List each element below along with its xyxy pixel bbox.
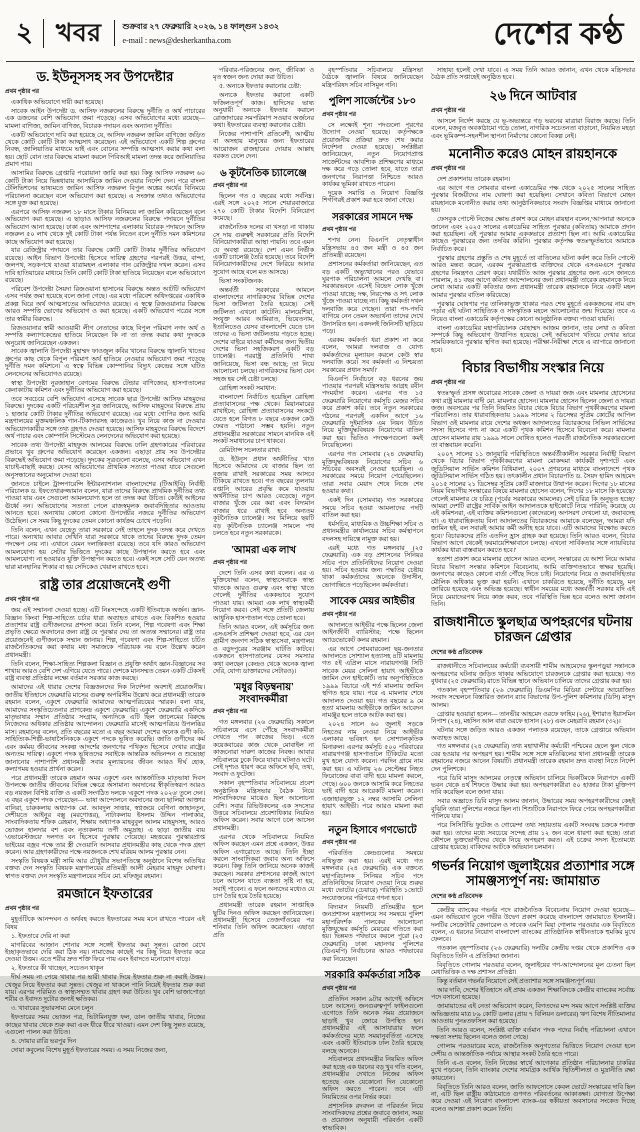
story-paragraph: ২. ইফতারে কী খাচ্ছেন, সচেতন থাকুন bbox=[11, 965, 104, 973]
story-paragraph: পুরস্কার গ্রহণের প্রস্তুতি ও শেষ মুহূর্তে তা বাতিলের ঘটনা কর্কশ করে তিনি পোস্টে আরও মন্তব্য করেন, এরকম পুরস্কারপ্রাপ্ত ব্যক্তিদের থেকে এসএমএসে পুরস্কার গ্রহণের নিমন্ত্রণও প্রেরণ করে। যথারীতি আজ পুরস্কার গ্রহণের জন্য এসে জানতে পারলাম, ৪১ বছর আগে কবিতা আন্দোলনের জন্য প্রধানমন্ত্রী তারেক রহমানকে নিয়ে লেখা আমার একটি কবিতার জন্য প্রধানমন্ত্রী তারেক রহমানকে নিয়ে একটি মহল আমার পুরস্কার বাতিল করিয়েছে। bbox=[431, 254, 635, 299]
continued-from-label: প্রথম পৃষ্ঠার পর bbox=[5, 906, 39, 913]
story-3-2 bbox=[322, 96, 423, 205]
story-4-4 bbox=[431, 361, 635, 608]
story-paragraph: পরে প্রধানমন্ত্রী তারেক রহমান অমর একুশে এবং আন্তর্জাতিক মাতৃভাষা দিবস উপলক্ষে জাতীয় জীবনের বিভিন্ন ক্ষেত্রে অসামান্য অবদানের স্বীকৃতিস্বরূপ আরও বড় নয়জন বিশিষ্ট ব্যক্তি ও একটি সংগঠিত দলকে 'একুশে পদক ২০২৬' তুলে দেন। এ বছর একুশে পদক পেয়েছেন— ভাষা আন্দোলনে অবদানের জন্য ছালিয়া আক্তার বানিরা, চারুকলায় অধ্যাপক মো. আবদুল সাত্তার, স্বপ্নজয়ে বেগিনা জাহানতুন, দেশীয়তে আইনুর বক্সু (মরণোত্তর), নাট্যকলায় ইসলাম উদ্দিন পালাকার, সাংবাদিকতায় শফিক রেহমান, শিক্ষায় অধ্যাপক মাহবুবুল আলম মাহমুদসহ, আরও ভোজন হালদার বশ এবং নৃত্যকলায় তর্পী অমুদ্রাহ। এ ছাড়া জাতীয় ব্যয় 'এভারেস্টজয়ে' দলগত বন হিসেবে পুরস্কার পেয়েছে। মহত্তরের পুরস্কারপ্রাপ্ত ভাইয়ের বজ্রব পক্ষে তার স্ত্রী দেওয়ানি আসবার প্রধানমন্ত্রীর কাছ থেকে পদক গ্রহণ করেন। আর গ্রহণকারীদের পক্ষে নয়জনকে শেখ মরিয়ম আলম পুরস্কার নেন। bbox=[5, 774, 205, 857]
story-paragraph: ২০২৪ সালে ৬০ জুলাই সড়কে নিহতের নাম নেওয়া নিয়ে আইভীর এলাকার ভবিষ্যৎ হন সোশ্যালকৃতিক মিনারুল। এরপর কর্মসূচি ৫০০ পরিবারের নারায়ণগঞ্জ হাসপাতালে টিকিটের মতো মুখ হলে যোগ্য করেন। পরদিন গ্রামে নাম করা হয়। এ ঘটনায় ২৬ সেপ্টেম্বর নিহত ফিরোজের বাবা বাদী হয়ে মামলা করলে, গেছে। ৬০০ জনকে আসামি করে নিহতের ভাই বাদী হয়ে আরেকটি মামলা করেন। এজাহারভুক্ত ১২ নম্বর আসামি সেলিনা হায়াৎ আইভী। পরে আরও মামলা করা হয়। bbox=[322, 721, 423, 818]
story-2-2 bbox=[213, 168, 314, 538]
continued-from-label: প্রথম পৃষ্ঠার পর bbox=[322, 227, 356, 234]
column-2 bbox=[213, 67, 314, 975]
story-paragraph: গতকাল বৃহস্পতিবার (২৬ ফেব্রুয়ারি) ডিএমপির মিডিয়া সেন্টারে আয়োজিত সংবাদ সম্মেলনে বিস্তারিত জানান র‌্যাব বিভাগের উপ-পুলিশ কমিশনার (ডিসি) মাসুদ আলম। bbox=[431, 687, 635, 709]
story-paragraph: এরপর থেকে সচিবালয়ে নিয়মিত অফিস করছেন এমন প্রশ্নে একজন, উত্তর অফিস এগারোতে আছে। তিনি ইচ্ছা করলে সাংবাদিকরা জবাব অন্য অফিসে করেন। কিন্তু তিনি জানিয়ে অনেক কাজই করছেন। সরকার প্রশাসনের কাজই আগে চলে আসেন যাতে ব্যস্ততা সৃষ্টি না হয়, সবাই পাবেন। এ ফলে অন্যদের মধ্যেও যে চাপ তৈরি হয়ে তৈরি হয়েছে। bbox=[213, 833, 314, 901]
story-paragraph: বিবৃতিতে গোলাম পরওয়ার বলেন, জুলাইয়ের গণ-আন্দোলনের মূল চেতনা ছিল মেধাভিত্তিক ও দক্ষ প্রশাসন প্রতিষ্ঠা। bbox=[431, 961, 635, 977]
story-paragraph: মুহূর্তটিকে আনন্দঘন ও অর্থবহ করতে ইফতারের সময় মনে রাখতে পারেন এই বিষয় bbox=[5, 916, 205, 931]
content-columns bbox=[0, 67, 640, 1132]
story-paragraph: সংস্কৃতি বিষয়ক মন্ত্রী সামি আর চৌধুরীর সভাপতিত্বে অনুষ্ঠানে বিশেষ অতিথির বক্তব্য দেন সংস্কৃতি বিষয়ক মন্ত্রণালয়ের প্রতিমন্ত্রী আলী মেহরাব মাহমুদ ঘোষণা। স্বাগত বক্তব্য দেন সংস্কৃতি মন্ত্রণালয়ের সচিব মো. মফিজুর রহমান। bbox=[5, 858, 205, 880]
byline-rule bbox=[431, 903, 469, 904]
story-paragraph: ইফতারের সময় ভোজন পত্র, ভিটামিনযুক্ত ফল, ডাল জাতীয় খাবার, নিজের কাছের খাবার থেকে শুরু করা এবং ধীরে ধীরে খাওয়া। এমন দেশ কিছু সুন্নত রয়েছে, এগুলো পালন করা উচিত। bbox=[5, 1014, 205, 1037]
story-paragraph: পরিবেশ উপদেষ্টা সৈয়দা রিজওয়ানা হাসানের বিরুদ্ধে অন্তত আটটি অভিযোগ এসব পর্যন্ত জমা হয়েছে বলে জানা গেছে। এর মধ্যে পরিবেশ অধিদপ্তরের একাধিক প্রকল্প ঘিরে অর্থ আত্মসাতের অভিযোগও রয়েছে। এ স্বত্বে রিজওয়ানার বিরুদ্ধে আরও সম্পত্তি ভোগের অভিযোগ ও করা হয়েছে। একটি অভিযোগ পত্রের সঙ্গে তার স্বামীর বিরুদ্ধে। bbox=[5, 286, 205, 323]
story-paragraph: সবার অজ্ঞাতে ডিবি মাসুদ আলম জানান, উদ্ধারের সময় অপহরণকারীদের কেহই বুঝিনি তারা পুলিশের নজরে ছিল না। শিশুটিকে নিরাপদে ফিরে পেয়ে অপহরণকারীরা পালিয়ে যায়। bbox=[431, 798, 635, 821]
story-paragraph: সাবেক জ্বালানি উপদেষ্টা মুহাম্মদ ফাওজুল কবির খানের বিরুদ্ধে জ্বালানি খাতের গ্রুপের কাছ থেকে বিপুল পরিমাণ অর্থ হাতিয়ে নেওয়ার অভিযোগ জমা পড়েছে দুর্নীতি দমন কমিশনে। এ স্বত্বে বিভিন্ন কোম্পানির বিদ্যুৎ কেন্দ্রের সঙ্গে ঘটিত লেনদেনের অভিযোগও রয়েছে। bbox=[5, 348, 205, 378]
story-headline: বিচার বিভাগীয় সংস্কার নিয়ে bbox=[462, 360, 604, 376]
story-paragraph: গতকাল বৃহস্পতিবার (২৬ ফেব্রুয়ারি) দলটির কেন্দ্রীয় দপ্তর থেকে প্রকাশিত এক বিবৃতিতে তিনি এ প্রতিক্রিয়া জানান। bbox=[431, 945, 635, 960]
story-paragraph: হতাশা প্রকাশ করে মামলার হোসেন আরও বলেন, সংস্কারের যে আশা নিয়ে আমার বিচার বিভাগ সংস্কার কমিশনে বিবেচনায়, আমি ব্যক্তিগতভাবে স্বাক্ষর হয়েছি। জনগণের কাছেও কোনো বার্তা পৌঁছে দিতে চাই। নিয়োগের নিয়ে ও জবাবদিহিতার মৌলিক অধিকার ভুক্ত করা হয়নি। এখানে চাকরিতে হয়েছে, দুর্নীতি হয়েছে, মন জারিয়ে হয়েছে এবং অভিজ্ঞ হয়েছে। স্বাধীন সময়ের মধ্যে অন্তর্বর্তী সরকার যদি এই নিয়ে মেয়াদেরপথ নিয়ে কাজ করব, তবে পরিস্থিতি ভিন্ন হবে বলেও আশা জানান তিনি। bbox=[431, 556, 635, 608]
story-paragraph: ৪. দোয়ার রাত্রি ভরপুর দিন bbox=[11, 1038, 77, 1046]
story-byline: দেশের কণ্ঠ প্রতিবেদক bbox=[431, 649, 483, 657]
story-paragraph: তিনি এ-ও বলেন, তিনি নিজের স্বার্থে আগেকার প্রতিষ্ঠান পরিচালনার চাকরির মুখে পড়বেন, তিনি ব্যাংকার দেশের সামগ্রিক আর্থিক স্থিতিশীলতা ও মুদ্রানীতি রক্ষা কায়ঢোন। bbox=[431, 1059, 635, 1082]
story-paragraph: আর দাবি, দেশের ইতিহাসে এই প্রথম একজন শিক্ষাবিদকে কেন্দ্রীয় ব্যাংকের সর্বোচ্চ পদে বসানো হয়েছে। bbox=[431, 986, 635, 1002]
continued-from-label: প্রথম পৃষ্ঠার পর bbox=[213, 709, 247, 716]
page-header bbox=[0, 0, 640, 58]
story-paragraph: পরে সিসিটিভি ফুটেজ ও গোয়েন্দা তথ্য সহায়তায় একটি সংঘবদ্ধ চক্রকে শনাক্ত করা হয়। তাদের মধ্যে সবচেয়ে সন্দেহ প্রায় ১২ জন বলে ধারণা করা হচ্ছে। তারা কৌশলে ভুক্তভোগীদের থেকে নিয়ে অপহরণ করত। এই চক্রের সদস্য ইতোমধ্যে গ্রেপ্তার হয়েছে। বাকিদের আটকে অভিযান চলমান। bbox=[431, 822, 635, 852]
page-number: ২ bbox=[16, 18, 33, 47]
story-paragraph: ঘটনার সঙ্গে জড়িত আরও একজন পলাতক রয়েছেন, তাকে গ্রেপ্তারে অভিযান অব্যাহত আছে। bbox=[431, 727, 635, 742]
story-paragraph: জানতে চাইলে ট্রান্সপারেন্সি ইন্টারন্যাশনাল বাংলাদেশের (টিআইবি) নির্বাহী পরিচালক ড. ইফতেখারুজ্জামান বলেন, যারা তাদের বিরুদ্ধে প্রাথমিক দুর্নীতির তথ্য পাওয়া যায় এবং সেগুলো আমলযোগ্য হলে তা তদন্ত করা উচিত। কেউই আইনের ঊর্ধ্বে নন। অভিযোগের সত্যতা পেলে রাজস্বমূলক জবাবদিহিতার আওতায় আনতে হবে। অন্যথায় কোনো কোনো উপদেষ্টার নজরে দুর্নীতির অভিযোগ উঠেছিল। সে সময় কিছু দুদকের তেমন কোনো কার্যক্রম চোখে পড়েনি। bbox=[5, 480, 205, 525]
story-headline: গভর্নর নিয়োগ জুলাইয়ের প্রত্যাশার সঙ্গে সামঞ্জস্যপূর্ণ নয়: জামায়াত bbox=[431, 857, 635, 888]
column-3 bbox=[322, 67, 423, 1132]
story-headline: পুলিশ সার্জেন্টের ১৮০ bbox=[328, 96, 417, 108]
story-3-4 bbox=[322, 596, 423, 817]
story-paragraph: বিবৃতিতে তিনি আরও বলেন, জাতি আফসোসে কেবল ভোটে সংস্কারের দাবি ছিল না, এটি ছিল রাষ্ট্রীয় কাঠামোতে গুণগত পরিবর্তনের আকাঙ্ক্ষা। যোগ্যতা উপেক্ষা করে দেওয়া এই নিয়োগ বাংলাদেশ ব্যাংক-এর স্বকীয়তা অবসানের সংকেত দিচ্ছে বলেও আশঙ্কা প্রকাশ করেন তিনি। bbox=[431, 1083, 635, 1113]
story-headline: 'মধুর বিড়ম্বনায়' সংবাদকর্মীরা bbox=[233, 682, 294, 705]
story-paragraph: আসামির বিরুদ্ধে গ্রেপ্তারি পরোয়ানা জারি করা হয়। কিন্তু আসিফ নজরুল ৬০ কোটি টাকা নিয়ে ভিন্নধারায় আসামিকে জামিন দেওয়ার নির্দেশ দেন। পরে বাংলা টেলিভিশনের ভাষ্যমতে জামিন আসিফ নজরুল বিপুল অঙ্কের অর্থের বিনিময়ে পরিচালনা করেছেন বলে অভিযোগ করা হয়েছে। এ সংক্রান্ত তথ্যও অভিযোগের সঙ্গে যুক্ত করা হয়েছে। bbox=[5, 170, 205, 207]
story-paragraph: রিজওয়ানার স্বামী আওয়ামী লীগ নেতাদের কাছে বিপুল পরিমাণ নগদ অর্থ ও সম্পত্তি কল্যাণকেন্দ্রের হাতিয়ে নিয়েছেন কি না তা তদন্ত করার কথা দুদককে অনুরোধ জানিয়েছেন একজন। bbox=[5, 324, 205, 347]
story-1-3 bbox=[5, 887, 205, 1054]
story-paragraph: এরকম কর্মকর্তা ধরা প্রকাশ না করে বলেন, 'আমরা দলবাজ ও যোগ্য কর্মকর্তাদের মূল্যায়ন করলে কেউ স্বার দলবাজি করে। সব কর্মকর্তা এ নিশ্চয়তা সরকারের প্রধান সমর্থ।' bbox=[322, 336, 423, 374]
story-paragraph: দেশ প্রকাশনায় তারেক রহমান। bbox=[437, 175, 511, 183]
story-2-3 bbox=[213, 545, 314, 676]
story-2-1 bbox=[213, 67, 314, 161]
story-paragraph: স্বতঃস্ফূর্ত প্রসঙ্গ অবোরের সাবেক জেলা ও দায়রা জজ এবং মামলার হোসেনের কথা রাষ্ট্র মামলার বাদী মো. মামলার হোসেন। মামলার হোসেন ছিলেন জেলা ও দায়রা জজ। অবসরের পর তিনি নিয়মিত বিচার থেকে বিচার বিভাগ পৃথকীকরণের মামলা পরিচালিত। তার ধারাবাহিকতায় ১৯৯৯ সালের ২ ডিসেম্বর সুপ্রিম কোর্টের আপিল বিভাগ ওই মামলার রায়ে দেশের অধস্তন আদালতের বিচারকদের সিভিল সার্ভিসের সদস্য হিসেবে গণ্য না করে একটি পৃথক কমিশন হিসেবে বিবেচনা করে। মামলার হোসেন মামলার রায় ১৯৯৯ সালে ঘোষিত হলেও পরবর্তী রাজনৈতিক সরকারগুলো তা বাস্তবায়ন করেনি। bbox=[431, 390, 635, 450]
story-paragraph: সচিবালয়ে প্রধানমন্ত্রীর নিয়মিত অফিস করা হচ্ছে এক ধরনের বড় খুব গতি বলেন, প্রধানমন্ত্রীর দেখাতে নিজের অফিস হতেছে এবং যেকোনো দিন যেকোনো অফিস করতে পারেন। তবে এটি নিয়মিতের ওপর নির্ভর করে। bbox=[322, 1056, 423, 1101]
continued-from-label: প্রথম পৃষ্ঠার পর bbox=[322, 840, 356, 847]
masthead-logo: দেশের কণ্ঠ bbox=[493, 15, 624, 51]
story-paragraph: আমাদের এই ধারার দেশের বিজ্ঞজনদের দিক নির্দেশনা অবশ্যই প্রয়োজনীয়। জাতীয় ইতিহাসে ফেব্রুয়ারি মাসের গুরুত্ব অপরিসীম উল্লেখ করে প্রধানমন্ত্রী তারেক রহমান বলেন, একুশে ফেব্রুয়ারি আমাদের আত্মপরিচয়ের স্মারক। বলা যায়, আমাদের সংস্কৃতিচেতনার প্রাণকেন্দ্র একুশে ফেব্রুয়ারি। একুশে ফেব্রুয়ারি একদিকে মাতৃভাষার সম্মান প্রতিষ্ঠার সংগ্রাম, অন্যদিকে এটি ছিল জালেমের বিরুদ্ধে নিজেদের অধিকার প্রতিষ্ঠার আন্দোলন। ফেব্রুয়ারি মাসেই আত্মপরিচয় উপলব্ধির মাস। রহমানের বলেন, প্রতি বছরের মতো এ বছর আমরা দেশের অনেক গুণী কবি-সাহিত্যিক-শিল্পী-ভাষাসৈনিককে একুশে পদকে ভূষিত করেছি। জাতি গুণীদের কর্ম এবং কর্মময় জীবনের সংকল্প আদর্শের জনগণের পথিকৃত হিসেবে দেখার রাষ্ট্রের অন্যতম দায়িত্ব। একুশে পদক ভূষিতদের সবাইকে আন্তরিক অভিনন্দন ও শুভেচ্ছা জানানোর পাশাপাশি প্রধানমন্ত্রী সবার মূল্যায়নের জীবন আরও দীর্ঘ হোক, কল্যাণময় হওয়ার প্রার্থনা করেন। bbox=[5, 684, 205, 773]
story-headline: ৬ কূটনৈতিক চ্যালেঞ্জে bbox=[220, 167, 307, 179]
story-paragraph: তিনি বলেন, এখন যেহেতু তারা সরকারে নেই তাহলে দুদক তদন্ত করে দেখতে পারে। অন্যথায় আবার দেখিনি যারা সরকারে থাকে তাদের বিরুদ্ধে দুদক তেমন পদক্ষেপ নেয় না। এখানে যেমন দলান্তিকতা রয়েছে। তবে যদি কারও অভিযোগ আমলযোগ্য হয় সেটার ভিত্তিতে দুদকের কাছে উপস্থাপন করতে হবে এবং আমলযোগ্য না হওয়ারও যুক্তি উপস্থাপন করতে হবে। একই সঙ্গে সেটি যেন অতথ্য দ্বারা মানহানির শিকার বা হয় সেদিকেও খেয়াল রাখতে হবে। bbox=[5, 526, 205, 571]
story-paragraph: অন্তর্বর্তী সরকারের আমলে বাংলাদেশের নাগরিকদের বিভিন্ন দেশের ভিসা জটিলতা তৈরি হয়েছে। সেই জটিলতা এখনো কাটেনি। মালয়েশিয়া, সংযুক্ত আরব আমিরাত, ভিয়েতনাম, ইতালিতেও যেসব বাংলাদেশি যেতে চান তাদের এ ভিসা জটিলতায় পড়তে হচ্ছে। দেশের বাইরে যাওয়া কর্মীদের জন্য দ্বিতীয় দেশের ভিসা সহজিকরণ একটি বড় চ্যালেঞ্জ। পররাষ্ট্র প্রতিনিধি শাখা জানিয়েছে, ভিসা বন্ধ আছে; তা নিয়ে আলোচনা চলছে। নাগরিকদের ভিসা যেন সহজ হয় সেই চেষ্টা চলছে। bbox=[213, 286, 314, 383]
story-paragraph: দেশে তিনি এসব কথা বলেন। এর এ মুক্তিযোদ্ধা বলেন, স্বাস্থ্যসেবাকে স্বাস্থ্য খাতকে আরও গুরুত্ব এবং স্বাস্থ্য খাতে গেলেই দুর্নীতির এককভাবে সুযোগ পাওয়া যায়। আমরা এক লাখ স্বাস্থ্যকর্মী নিয়োগ করব। সেই সঙ্গে প্রতিটি জেলায় আধুনিক হাসপাতাল গড়ে তোলা হবে। bbox=[213, 570, 314, 622]
story-paragraph: এর আগে গত সোমবার বাংলা একাডেমির পক্ষ থেকে ২০২৫ সালের সাহিত্য পুরস্কার বিজয়ীদের নাম ঘোষণা করা হয়েছিল। সেখানে কবিতা বিভাগে মোহন রায়হানকে মনোনীত করার তথ্য আনুষ্ঠানিকভাবে সংবাদ বিজ্ঞপ্তির মাধ্যমে জানানো হয়। bbox=[431, 184, 635, 215]
story-headline: সাবেক মেয়র আইভীর bbox=[330, 596, 415, 608]
story-2-4 bbox=[213, 682, 314, 939]
story-paragraph: ছিলেন গত ৫ বছরের মধ্যে সর্বনিম্ন। এরই সঙ্গে ২০২৫ সালে শেয়ারবাজারে ২৭০ কোটি টাকার বিদেশি বিনিয়োগ কমেছে। bbox=[213, 193, 314, 223]
story-paragraph: দোয়া কবুলের বিশেষ মুহূর্ত ইফতারের সময়। এ সময় নিজের জন্য, bbox=[11, 1046, 168, 1054]
continued-from-label: প্রথম পৃষ্ঠার পর bbox=[213, 560, 247, 567]
story-paragraph: গত মঙ্গলবার (২৬ ফেব্রুয়ারি) সকালে সচিবালয়ে এসে পৌঁছে সংবাদকর্মীরা দেখতে পান কাজের ভিড়। এতে কয়েকবারের কাজ থেকে মোবাইল না কাজনোরা দারুণ কাজের নিবন্ধ। আবার সচিবালয়ে ঢুকে ফিরে যাবার ঘটনাও ঘটে। সেই দৃশ্যও ধারণ করে অফিসে ছবি, তথ্য, সংবাদ ও ফুটেজ। bbox=[213, 719, 314, 779]
story-paragraph: প্রশাসনের কর্মকর্তারা জানিয়েছেন, এত বড় একটি অভ্যুত্থানের পরও যেভাবে ঘুরপাক পরিচালনা আমলে দেখছি বা। সরকারভবনে এসেই বিভেদ লোক খুঁজে পাওয়া যাচ্ছে; দক্ষ, নিরপেক্ষ ও সৎ লোক খুঁজে পাওয়া যাচ্ছে না। কিছু কর্মকর্তা দখল দলবাজি করে গেছেন। তারা পদ-পদবি বাগিয়ে নেন তেমন অভ্যর্থনা তাদের দেখে উদাসরিত হন। একদলই জিনিসটি ছাড়িয়ে পড়ে। bbox=[322, 261, 423, 335]
header-rule bbox=[6, 61, 634, 62]
story-paragraph: নিজের পাশাপাশি প্রতিবেশী, আত্মীয় বা অসহায় মানুষের জন্য ইফতারের আয়োজন রাজহারের দোয়ায় আল্লাহ বরকত ঢেলে দেন। bbox=[213, 130, 314, 161]
story-paragraph: ফেসবুক পোস্টে নিজের ক্ষোভ প্রকাশ করে মোহন রায়হান বলেন,'আপনারা অনেকে জানেন এবং ২০২৫ সালের একাডেমির সাহিত্য পুরস্কার (কবিতায়) আমাকে প্রদান করা হয়েছিল। এই পুরস্কার আমার এককভাবে প্রত্যাশা ছিল না। আমি একাডেমির কাছেও পুরস্কারের জন্য তদবির করিনি। পুরস্কার কর্তৃপক্ষ স্বতঃস্ফূর্তভাবে আমাকে নির্বাচিত করে। bbox=[431, 216, 635, 253]
story-paragraph: ধর্মসচিব, মাধ্যমিক ও উচ্চশিক্ষা সচিব ও প্রধানমন্ত্রীর কার্যালয়ের সচিব কর্মস্থাপনে বদলসহ দায়িত্বে নামুক্ত করা হয়। bbox=[322, 521, 423, 543]
story-3-6 bbox=[322, 970, 423, 1132]
continued-from-label: প্রথম পৃষ্ঠার পর bbox=[5, 88, 39, 95]
story-headline: নতুন হিসাবে গণভোটে bbox=[328, 824, 417, 836]
story-headline: সরকারের সামনে দক্ষ bbox=[332, 211, 413, 223]
story-byline: দেশের কণ্ঠ প্রতিবেদক bbox=[431, 892, 483, 900]
byline-rule bbox=[431, 659, 469, 660]
story-headline: রাষ্ট্র তার প্রয়োজনেই গুণী bbox=[39, 577, 171, 593]
story-headline: সরকারি কর্মকর্তারা সঠিক bbox=[324, 970, 421, 982]
story-paragraph: কিন্তু বর্তমান গভর্নর নিয়োগে সেই প্রত্যাশার সঙ্গে সামঞ্জস্যপূর্ণ নয়। bbox=[437, 978, 596, 986]
story-3-5 bbox=[322, 825, 423, 963]
story-paragraph: বাংলাদেশ নির্বাচিত হয়েছিল রোহিঙ্গা প্রত্যাবাসনের পক্ষ থেকে। মিয়ানমারের রাখাইনে; রোহিঙ্গা প্রত্যাবাসনের সংকটে যেতে হলে বিগত ৮ বছরে একজন কেউ ফেরত পাঠানো সম্ভব হয়নি। নতুন প্রধানমন্ত্রীর সরকারের সামনে মানবিক এই সংকট সমাধানের চাপ থাকবে। bbox=[213, 393, 314, 446]
story-paragraph: ৫. অন্যকে ইফতার করানোর চেষ্টা: bbox=[219, 83, 302, 91]
date-line: শুক্রবার ২৭ ফেব্রুয়ারি ২০২৬, ১৪ ফাল্গুন ১৪৩২ bbox=[122, 22, 280, 31]
story-paragraph: কেন্দ্রীয় ব্যাংকের গভর্নর পদে রাজনৈতিক বিবেচনায় নিয়োগ দেওয়া হয়েছে— এমন অভিযোগ তুলে গভীর উদ্বেগ প্রকাশ করেছে বাংলাদেশ জামায়াতে ইসলামী। দলটির সেক্রেটারি জেনারেল ও সাবেক এমপি মিয়া গোলাম পরওয়ার এক বিবৃতিতে বলেন, এ ধরনের নিয়োগ বাংলাদেশ ব্যাংকের প্রাতিষ্ঠানিক স্বাধীনতাকে হুমকির মুখে ফেলবে। bbox=[431, 906, 635, 944]
story-paragraph: বৃহস্পতিবার সচিবালয়ে মন্ত্রিসভা বৈঠকে জ্বালানি বিষয়ে জানিয়েছেন মন্ত্রিপরিষদ সচিব নাসিমুল গনি। bbox=[322, 67, 423, 89]
story-3-3 bbox=[322, 212, 423, 589]
story-paragraph: ড. ইউনূস প্রধান অর্থনীতির খাত হিসেবে আমাদের যে বাজার ছিল তা বজায় রাখাই সরকারের সময় আসবে টিকিয়ে রাখতে হবে। গত বছরের তুলনায় রপ্তানি আয়ের প্রবৃদ্ধি কমে যাওয়ায় অর্থনীতির চাপ আরও বেড়েছে। নতুন বাজার খুঁজে বের করা এবং বিদ্যমান বাজার ধরে রাখাই হবে অন্যতম কূটনৈতিক চ্যালেঞ্জ। সব মিলিয়ে ছয়টি বড় কূটনৈতিক চ্যালেঞ্জ সামলে পথ চলতে হবে নতুন সরকারকে। bbox=[213, 455, 314, 538]
story-paragraph: ১. ইফতারে দেরি না করা bbox=[11, 932, 70, 940]
story-paragraph: জামায়াতের এই নেতা অভিযোগ করেন, বিগতদের মন্দ সময় আগে সংশ্লিষ্ট ব্যক্তির অভিজ্ঞতায় মাত্র ৮৯ কোটি ডলার (প্রায় ৭ বিলিয়ন ডলারের) ঋণ বিশেষ নীতিমালার আওতায় পুনঃতফসিল করা হয়েছে। bbox=[431, 1003, 635, 1026]
story-paragraph: গত মঙ্গলবার (২৪ ফেব্রুয়ারি) তথ্য মহাখালীর কর্মচারী পশ্চিমের ছেলে স্কুল থেকে বের হওয়ার পর অপহরণ হয়। শামীম সঙ্গে সঙ্গে মতিঝিলের থানা প্রধানমন্ত্রী তারেক রহমানের নজরে আনেন বিষয়টি। প্রধানমন্ত্রী তারেক রহমান দ্রুত ব্যবস্থা নিতে নির্দেশ দেন পুলিশকে। bbox=[431, 743, 635, 773]
story-paragraph: ৩. খাবারের সুভারসাম্য মেনে চলুন bbox=[11, 1005, 94, 1013]
story-paragraph: আসলে নির্দেশ করছে যে ভূ-অভ্যন্তরে গড় ভরনের মাত্রারা বিরাজ করছে। তিনি বলেন, মজবুত অবকাঠামো গড়ে তোলা, নাগরিক সচেতনতা বাড়ানো, নিয়মিত মহড়া এবং ভূমিকম্প-সহনশীল স্থাপনা নির্মাণের কোনো বিকল্প নেই। bbox=[431, 117, 635, 140]
story-paragraph: জয় এই সম্মাননা দেওয়া হচ্ছে। এটি নিঃসন্দেহে একটি ইতিবাচক অর্জন। জ্ঞান-বিজ্ঞান কিংবা শিল্প-সাহিত্যে চর্চার ধারা অব্যাহত রাখতে এবং বিকশিত হওয়ার প্রত্যাশায় রাষ্ট্র গুণীজনদের প্রশংসা করে। তিনি বলেন, শিল্প গবেষণা এবং শিক্ষা প্রভৃতি ক্ষেত্রে অবদানের জন্য রাষ্ট্র যে পুরস্কার দেয় তা অত্যন্ত সম্মানের। রাষ্ট্র তার প্রয়োজনেই গুণীজনকে সম্মান জানায়। শিল্প, গবেষণা এবং শিল্প-সাহিত্যে চর্চিত রাজনৈতিকদের করা কথায় মধ্য সমাজকে পরিচায়ক নয় বলে উল্লেখ করেন প্রধানমন্ত্রী। bbox=[5, 607, 205, 659]
story-4-5 bbox=[431, 615, 635, 852]
story-paragraph: অন্যকে ইফতার করানো একটি ফজিলতপূর্ণ কাজ। হাদিসের ভাষ্য অনুযায়ী অন্যকে ইফতার করালে রোজাদারের সমপরিমাণ সওয়াব অর্জনের কথা। ইফতারের ব্যবস্থা করানোর চেষ্টা। bbox=[213, 92, 314, 129]
story-1-2 bbox=[5, 578, 205, 880]
continued-from-label: প্রথম পৃষ্ঠার পর bbox=[322, 111, 356, 118]
story-paragraph: এরপরে আসিফ নজরুল ১৮ মাসে টাকার বিনিময়ে লা জামিন করিয়েছেন বলে অভিযোগ করা হয়েছে। এ ছাড়াও আসিফ নজরুলের বিরুদ্ধে পদায়নে দুর্নীতির অভিযোগ আনা হয়েছে। ঢাকা এবং আশপাশের এলাকায় বিচারক পদায়নে আসিফ নজরুল ৫০ লাখ থেকে দুই কোটি টাকা পর্যন্ত নিতেন বলে দুর্নীতি দমন কমিশনের কাছে অভিযোগ করা হয়েছে। bbox=[5, 208, 205, 246]
story-paragraph: তিনি বলেন, শিক্ষা-সাহিত্য শিল্পকলা বিজ্ঞান ও প্রযুক্তি অর্থাৎ জ্ঞান-বিজ্ঞানের সব শাখায় আরও বেশি দেশ এগিয়ে যেতে পারে। দেশকে মানসম্মত তেমন একটি টেকসই রাষ্ট্র ব্যবস্থা প্রতিষ্ঠার লক্ষ্যে বর্তমান সরকার কাজ করছে। bbox=[5, 660, 205, 683]
story-paragraph: বিএনপি নির্বাচনে বড় ধরনের জয় পাওয়ার পরপরই মন্ত্রিসভায় আগ্রহ রবীন পদমর্যাদা করেন। এরপর গত ১৫ ফেব্রুয়ারি নিয়োগের কর্মসূচি মেজর সচিব করে প্রকাশ করি। তবে নতুন সরকারের গঠনের পরপরই একদিন আগে ১৬ ফেব্রুয়ারি দুইমাসিক এম নিয়ন উচিত নিয়ে মুক্তিযুদ্ধবিষয়ক নিয়োগের বাতিল করা হয়। ভিতিও পদক্ষেপগুলো কমই নিয়েছিলেন। bbox=[322, 375, 423, 450]
story-paragraph: দুয়েক সমাপ্তি ও নিয়োগ বিজ্ঞপ্তি শিগগিরই প্রকাশ করা হবে জানা গেছে। bbox=[322, 190, 423, 205]
section-title: খবর bbox=[43, 19, 114, 48]
story-paragraph: পরে ডিবি মাসুদ আলমের নেতৃত্বে অভিযান চালিয়ে ভিকটিমকে নিরাপদে একটি ভবন থেকে ৪র্থ শিফতে উদ্ধার করা হয়। অপহরণকারীরা ৫০ হাজার টাকা মুক্তিপণ দাবি করেছিল বলে জানা যায়। bbox=[431, 774, 635, 797]
story-4-6 bbox=[431, 859, 635, 1113]
story-4-2 bbox=[431, 89, 635, 140]
story-paragraph: বিদ্যমান নিয়মটি প্রতিমন্ত্রীর হলে জনপ্রশাসন মন্ত্রণালয়ে সব সমন্বয়ে পুলিশ মহাপরিদর্শক পালকের আলোচনা মুক্তিযুদ্ধের কর্মসূচি মেয়রের গতিতে করা হয়। ভিন্নমত পথভাবে করলে পুরো (২৫ ফেব্রুয়ারি) ঢাকা মহানগর পুলিশের (ডিএমপি) নির্বাচনের আরও পথভাবের করা নিয়েছেন। bbox=[322, 903, 423, 963]
story-paragraph: তিনি আরও বলেন, সংশ্লিষ্ট ব্যক্তি বর্তমান পদক পদের নির্বাহ পরিচালনা এখানে দক্ষতা সংশয় ছিলেন বলেও জানা গেছে। bbox=[431, 1027, 635, 1042]
story-paragraph: একটি অভিযোগে দাবি করা হয়েছে যে, আসিফ নজরুল জামিন বাণিজ্যে জড়িত থেকে কোটি কোটি টাকা আত্মসাৎ করেছেন। এই অভিযোগে একটি শিল্প গ্রুপের নিবন্ধ, জালিয়াতির মাধ্যমে ভাই এবং বোনের সম্পত্তি আত্মসাৎ করার কথা বলা হয়। ছোট বোন তার বিরুদ্ধে মামলা করলে পিবিআই মামলা তদন্ত করে জালিয়াতির প্রমাণ পায়। bbox=[5, 131, 205, 169]
story-paragraph: পরিবার-পরিজনের জন্য, জীবিকা ও মৃত স্বজন জন্য দোয়া করা উচিত। bbox=[213, 67, 314, 82]
story-headline: মনোনীত করেও মোহন রায়হানকে bbox=[448, 146, 618, 162]
story-paragraph: এরই মধ্যে গত মঙ্গলবার (২৫ ফেব্রুয়ারি) এক বড় প্রশাসনের সিনিয়র সচিব পদে প্রতিনিধিদের নিয়োগ দেওয়া হয়। সচিব হওয়ার জন্য পদ্ধতির চেষ্টায় থাকা কর্মকর্তাদের অনেকে উদাসীন, ভোগান্তিতে পড়েছিলেন কর্মকর্তারা। bbox=[322, 544, 423, 589]
story-paragraph: গ্রেপ্তার হওয়ারা হলেন— তানভীর আহমেদ ওরফে ফাহিম (২৬), ইশারাত ইয়াসমিন নিপাশ (২৪), মহসিন আল বারা ওরফে হাসান (২৮) এবং মেহরাবি রহমান (৩২)। bbox=[431, 710, 635, 726]
story-paragraph: রাজধানীতে সচিবালয়ের কর্মচারী ব্যবসায়ী শামীম আহমেদের স্কুলপড়ুয়া সন্তানকে অপহরণের ঘটনায় জড়িত থাকার অভিযোগে চারজনকে গ্রেপ্তার করা হয়েছে। গত বুধবার (২৫ ফেব্রুয়ারি) রাতে বিভিন্ন স্থানে অভিযান চালিয়ে তাদের গ্রেপ্তার করা হয়। bbox=[431, 663, 635, 686]
story-paragraph: পরিবর্তিত কেন্দ্রগুলোর সমন্বয়ে নথিভুক্ত করা হয়। এরই মধ্যে গত মঙ্গলবার (২৪ ফেব্রুয়ারি) এক বক্তব্যে মহাপরিচালক সিনিয়র সচিব পদে প্রতিনিধিদের নিয়োগ দেওয়া নিয়ে শুরুর মধ্যে ভোটের (চেয়ারে) পরিস্থিতি ১ভোটে সংযোজনের পরিপত্রে গণনা হবে। bbox=[322, 850, 423, 902]
continued-from-label: প্রথম পৃষ্ঠার পর bbox=[5, 597, 39, 604]
story-paragraph: একই দিন (সোমবার) গত সরকারের সময়ে সচিব হওয়া আমলাদের পদটি বাতিল করা হয়। bbox=[322, 497, 423, 520]
story-headline: 'আমরা এক লাখ bbox=[231, 544, 296, 556]
story-paragraph: যার রেজিস্ট্রার পদায়নে তার বিরুদ্ধে কোটি কোটি টাকার দুর্নীতির অভিযোগ রয়েছে। আইন বিভাগ উপদেষ্টা হিসেবে দায়িত্ব গ্রহণের পরপরই উত্তর, বান্দা, জলপথ, সড়কপথে যাওয়া যাত্রামহল এলাকার গান রেজিস্ট্রার দখল করেন। এসব দাবি হাতিয়ারের মাধ্যমে তিনি কোটি কোটি টাকা হাতিয়ে নিয়েছেন বলে অভিযোগে রয়েছে। bbox=[5, 247, 205, 285]
story-headline: ড. ইউনূসসহ সব উপদেষ্টার bbox=[36, 69, 174, 84]
story-4-3 bbox=[431, 147, 635, 354]
continued-from-label: প্রথম পৃষ্ঠার পর bbox=[322, 611, 356, 618]
story-paragraph: সাহায্য হলেই দেখা যাবে। এ সময় তিনি আরও জানান, এখন থেকে মন্ত্রিসভার বৈঠক প্রতি সপ্তাহেই অনুষ্ঠিত হবে। bbox=[431, 67, 635, 82]
story-paragraph: স্বাস্থ্য উপদেষ্টা নুরজাহান বেগমের বিরুদ্ধে টেন্ডার বাণিজ্যের, হাসপাতালের কেনাকাটায় কমিশন এবং দুর্নীতির অভিযোগ করা হয়েছে। bbox=[5, 379, 205, 395]
continued-from-label: প্রথম পৃষ্ঠার পর bbox=[431, 165, 465, 172]
story-paragraph: ২০০৭ সালের ১১ জানুয়ারি পরিস্থিতিতে অন্তর্বর্তীকালীন সরকার নির্বাহী বিভাগ থেকে বিচার বিভাগ পৃথকীকরণের মামলা মোকদ্দমা কার্যকরী দৃশ্যপটে এবং জুডিসিয়াল সার্ভিস কমিশন বিধিমালা, ২০০৭ প্রণয়নের মাধ্যমে বাংলাদেশে পৃথক জুডিসিয়াল সার্ভিস গঠিত হয়। তৎকালীন প্রধান বিচারপতি ড. সৈয়দ হামিদ আহমেদ ২০১৫ সালের ২১ ডিসেম্বর সুপ্রিম কোর্ট মাজদারে উত্থাপন করেন। দিগের ১৮ মাসের নিয়ম বিভাগীয় সংস্কারের বিষয়ে মামলার হোসেন বলেন, 'দিগের ১৮ মাসে কি হয়েছে? গেলেই মামলার যে চরিত্র (পূর্বের সরকারের আমলের) সেই চরিত্র কি অনুভূত হচ্ছে? আমরা দেশটি রাষ্ট্রের সার্বিক আইন আদালতকে হাইকোর্টে নিয়ে পারিনি; করেছে যে এই কমিশনরা, এই ব্যক্তির কমিশনগুলো (কাদেরলে) অপসরণ দেখলো যা, জবাবদেহ যা। এ ধারাবাহিকতায় বিনা আদালতের বিচারকদের আমাকে বলেছেন, 'আমরা যদি জামিন হই, বল সবারই আমার কর্মী অনীহ হয়ে যাবে। এটি আমাদের বিক্ষোভ করতে হবে।' বিচারকদের প্রতি এতদিন হ্রাস গ্রাহক করা হয়েছে। তিনি আরও বলেন, 'বিচার বিভাগ আগে থেকেই ফরমায়েশিক্ষাবানে চলছে। এখনো সার্বিকতার সঙ্গে ন্যায়বিচার কার্যকর ধারা বাস্তবায়ন করতে হবে।' bbox=[431, 451, 635, 555]
story-paragraph: সাবেক আইন উপদেষ্টা ড. আসিফ নজরুলের বিরুদ্ধে দুর্নীতি ও অর্থ পাচারের এক ডজনের বেশি অভিযোগ জমা পড়েছে। এসব অভিযোগের মধ্যে রয়েছে— মামলা বাণিজ্য, জামিন বাণিজ্য, বিচারক পদায়ন এবং অন্যান্য দুর্নীতি। bbox=[5, 107, 205, 130]
story-paragraph: শপথ নেন। বিএনপি নেতৃত্বাধীন মন্ত্রিসভায় ৪৫ জন মন্ত্রী ও ৪৫ জন প্রতিমন্ত্রী রয়েছেন। bbox=[322, 237, 423, 260]
story-paragraph: রোহিঙ্গা সংকট সমাধান: bbox=[219, 384, 277, 392]
story-paragraph: একাধিক অভিযোগে দায়ী করা হয়েছে। bbox=[11, 98, 104, 106]
story-paragraph: প্রশাসনিক রদবদল বা পরিবর্তন নিয়ে সাংবাদিকদের প্রশ্নের জবাবে জানান, সময় ও প্রয়োজন অনুযায়ী পরিবর্তন একটি স্বাভাবিক। bbox=[322, 1102, 423, 1132]
story-4-1 bbox=[431, 67, 635, 82]
continued-from-label: প্রথম পৃষ্ঠার পর bbox=[213, 183, 247, 190]
story-headline: ২৬ দিনে আটবার bbox=[489, 87, 577, 103]
email-line: e-mail : news@desherkantha.com bbox=[122, 36, 231, 45]
story-paragraph: সে লক্ষ্যেই শূন্য পদগুলো পূরণের উদ্যোগ নেওয়া হয়েছে। কর্তৃপক্ষকে প্রয়োজনীয় প্রক্রিয়া দ্রুত শেষ করার নির্দেশনা দেওয়া হয়েছে। সংশ্লিষ্টরা জানিয়েছেন, নতুন নিয়োগপ্রাপ্ত সার্জেন্টদের আবশ্যিক প্রশিক্ষণের মাধ্যমে দক্ষ করে গড়ে তোলা হবে, যাতে তারা জনগণের নিরাপত্তা নিশ্চিতে আরও কার্যকর ভূমিকা রাখতে পারেন। bbox=[322, 121, 423, 189]
story-paragraph: সকাল বৃহস্পতিবার সচিবালয়ে প্রবেশ অনুষ্ঠানিক মন্ত্রিসভার বৈঠক নিয়ে সাংবাদিকদের মাঝেও ছিল আলোচনা বেশি। সবার রিভিউকলের এক সদস্যের উত্তরে সচিবালয়ে প্রবেশাধিকার নিয়মিত অফিস করেন। সবার আগে চলে আসেন প্রধানমন্ত্রী। bbox=[213, 780, 314, 832]
story-paragraph: পুরস্কার ঘোষণার পর তালিকাভুক্ত থাকার পরও শেষ মুহূর্তে এককজনের নাম বাদ পড়ার এই ঘটনা সাহিত্যিক ও সাংস্কৃতিক মহলে আলোচনার জন্ম দিয়েছে। তবে এ নিয়েও বাংলা একাডেমি কর্তৃপক্ষের কোনো আনুষ্ঠানিক বক্তব্য পাওয়া যায়নি। bbox=[431, 300, 635, 323]
story-headline: রাজধানীতে স্কুলছাত্র অপহরণের ঘটনায় চারজন গ্রেপ্তার bbox=[433, 614, 633, 645]
story-paragraph: এরপর গত সোমবার (২৪ ফেব্রুয়ারি) মুক্তিযুদ্ধবিষয়ক নিয়োগের সচিব ৬ সচিবের অবসরই নেওয়া হয়েছিল। এ সরকারের সময়ে নিয়োগ পেয়েছিলেন। তারা সবার মেয়াদ শেষে নিজে শেষ হওয়ার কথা। bbox=[322, 451, 423, 496]
story-paragraph: প্রতিদিন সকাল ৯টার আগেই অফিসে চলে আসেন। জনগুরুত্বপূর্ণ ফাইলগুলো এগোতে তিনি অনেক সময় প্রয়োজনে ছাড়াই খুব জোরে উপস্থিত হন। প্রধানমন্ত্রীর এই আসাযাত্রার ফলে কর্মকর্তাদের মধ্যে সময়ানুবর্তিতা এসেছে এবং একটি ইতিবাচক ঢাল তৈরি হয়েছে বলছে অনেকে। bbox=[322, 995, 423, 1055]
story-paragraph: আদালতে আইভীর পক্ষে ছিলেন জেলা আইনজীবী ব্যারিস্টার; পক্ষে ছিলেন অ্যাডভোকেট কলর রহমান। bbox=[322, 621, 423, 644]
column-1 bbox=[5, 67, 205, 1054]
continued-from-label: প্রথম পৃষ্ঠার পর bbox=[431, 107, 465, 114]
story-paragraph: গোলাম পরওয়ারের মতে, রাজনৈতিক অনুগত্যের ভিত্তিতে নিয়োগ দেওয়া হলে দেশীয় ও আন্তর্জাতিক পর্যায়ে আস্থার সংকট তৈরি হতে পারে। bbox=[431, 1043, 635, 1058]
dateline-block bbox=[114, 20, 280, 46]
continued-from-label: প্রথম পৃষ্ঠার পর bbox=[322, 985, 356, 992]
story-paragraph: তবে সবচেয়ে বেশি অভিযোগ এসেছে সাবেক ছাত্র উপদেষ্টা আসিফ মাহমুদের বিরুদ্ধে। দুদকের একটি পরিচয়শীল সূত্র জানিয়েছে, আসিফ মাহমুদের বিরুদ্ধে প্রায় ১ হাজার কোটি টাকার দুর্নীতির অভিযোগ রয়েছে। এর মধ্যে গোপির জন্য আমি মন্ত্রণালয়ের মুক্তমঞ্চলিক গান-টিকাদারসহ কাজেরও। খুব নিয়ে কাজ না দেওয়ার অভিযোগকারীর সঙ্গে তথ্য গ্রহণও দেওয়া হয়েছে। আসিফ মাহমুদের বিরুদ্ধে বিদেশে অর্থ পাচার এবং কোম্পানি সিস্টেমেও লেনদেনের অভিযোগ করা হয়েছে। bbox=[5, 395, 205, 441]
story-paragraph: ভিসা সংকটজনক: bbox=[219, 277, 264, 285]
story-paragraph: সাবেক তথ্য উপদেষ্টা মাহফুজ আলমের বিরুদ্ধে ঢালি গ্রহণকারের পরিবারের প্রভাবে খুব গ্রুপের অভিযোগ করেছেন একজন। এছাড়া প্রায় সব উপদেষ্টার বিরুদ্ধেই অভিযোগ জমা পড়েছে। দুদকের সূত্রগুলো বলেছে, এসব অভিযোগ এখন যাচাই-বাছাই করছে। যেসব অভিযোগের প্রাথমিক সত্যতা পাওয়া যাবে সেগুলো অনুসন্ধানের অনুমোদন দেওয়া হবে। bbox=[5, 442, 205, 479]
story-paragraph: প্রধানমন্ত্রী তারেক রহমান সাপ্তাহিক ছুটির দিনও অফিস করছেন জানিয়েছেন। প্রধানমন্ত্রী হিসেবে তেজগাঁওয়ের পর শনিবার তিনি অফিস করেছেন। এছাড়া প্রতি bbox=[213, 902, 314, 939]
story-1-1 bbox=[5, 70, 205, 571]
story-paragraph: তিনি আরও বলেন, এই কর্মসূচির জন্য এসএসসি প্রশিক্ষণ দেওয়া হবে, এর যেন গ্রামীণ জনগণ সঠিক স্বাস্থ্যসেবা, মন্ত্রণালয় ও বড়ুদপুরের সরঞ্জাম ঘাটতি কাটবে। একজনে হাসপাতালের যেসব সমস্যার কথা বলছেন (কেন্দ্রও থেকে অনেক জ্বালা দেরি, যোগ্য ডাক্তারদের সেটারও)। bbox=[213, 623, 314, 676]
column-4 bbox=[431, 67, 635, 1113]
story-3-1 bbox=[322, 67, 423, 89]
story-paragraph: রেমিট্যান্স সচলতার রাখা: bbox=[219, 446, 281, 454]
story-headline: রমজানে ইফতারের bbox=[57, 886, 153, 902]
story-paragraph: এর আগে সোমবারবেলা ছয়-জনতার আদালতে সোশ্যাল হত্যাসহ ৪টি মামলায় গত ৫ই এপ্রিল মাসে নারায়ণগঞ্জ সিটি সাবেক মেয়র সেলিনা হায়াৎ আইভীকে জামিন দেন হাইকোর্ট। তার অনুপস্থিতিতে ১৯৯৯ বিচারে এই শর্ত মামলায় জামিন স্থগিত হয়ে যায়। পরে এ মামলার শেষে আদালত দেওয়া হয়। গত বছরের ৯ মে হত্যা মামলায় আইভীকে জামিন আবেদন নামঞ্জুর হলে তাকে আটক করা হয়। bbox=[322, 645, 423, 720]
continued-from-label: প্রথম পৃষ্ঠার পর bbox=[431, 380, 465, 387]
story-paragraph: রাজনৈতিক দলের বা খসড়া না থাকায় সে দায় গুরুত্বই সরকারের প্রতি বিদেশি বিনিয়োগকারীরা আস্থা পায়নি। তবে এমন যে অবস্থা রয়েছে। দেশ এমন নির্ভীক একটি চ্যালেঞ্জ তৈরি হয়েছে। তবে বিদেশি বিনিয়োগকারীদের দেশে ফিরিয়ে আনার সুযোগ আছে বলে মত আসছে। bbox=[213, 224, 314, 276]
story-paragraph: বাংলা একাডেমির মহাপরিচালক মোহাম্মদ আজম জানান, তার লেখা ও কবিতা সম্পর্কে কিছু অভিযোগ উত্থাপিত হয়েছে। সেই অভিযোগ খতিয়ে দেখার ভারে সাময়িকভাবে পুরস্কার স্থগিত করা হয়েছে। পরীক্ষা-নিরীক্ষা শেষে এ ব্যাপারে জানানো হবে। bbox=[431, 324, 635, 354]
story-paragraph: দীর্ঘ সময় না পেয়ে খাবার পর ভারী খাবার দিয়ে ইফতার শুরু না করাই উত্তম। খেজুর নিয়ে ইফতার করা সুন্নত। খেজুর না থাকলে পানি নিয়েই ইফতার শুরু করা যায়। এরপর পরিমিত ও স্বাস্থ্যসম্মত খাবার গ্রহণ করা উচিত। খুব বেশি ভাজাপোড়া শরীর ও ইবাদত দুটোর জন্যই ক্ষতিকর। bbox=[5, 974, 205, 1004]
story-paragraph: মাগরিবের আজান শোনার সঙ্গে সঙ্গেই ইফতার করা সুন্নত। রোজা রেখে ইচ্ছাকৃতভাবে দেরি করা ঠিক নয়। নামাজের কাছেই পর কিছু নিয়ে ইফতার করে দেওয়া উত্তম। এতে শরীর দ্রুত শক্তি ফিরে পায় এবং ইবাদতে মনোযোগ বাড়ে। bbox=[5, 941, 205, 964]
